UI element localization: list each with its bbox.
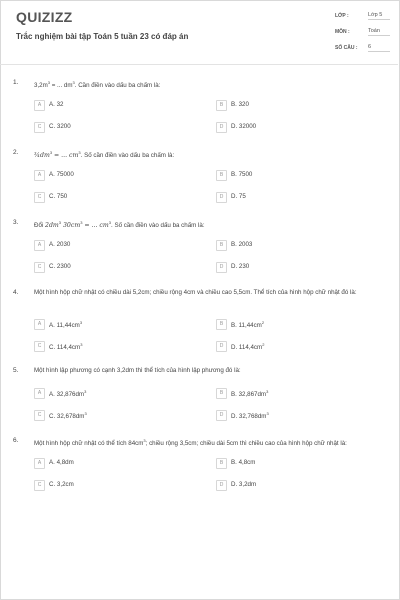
option-text: C. 3,2cm — [49, 481, 74, 488]
option-letter: A — [34, 240, 45, 251]
question-text: $3,2m^3$ = ... $dm^3$. Cần điền vào dấu ba chấm là: — [34, 80, 161, 90]
option-letter: A — [34, 170, 45, 181]
question-number: 1. — [13, 79, 19, 86]
question-number: 6. — [13, 437, 19, 444]
option-text: D. 75 — [231, 193, 246, 200]
option-letter: D — [216, 341, 227, 352]
option-text: D. 3,2dm — [231, 481, 257, 488]
question-text: Đổi $2dm^3$ $30cm^3$ = ... $cm^3$. Số cần điền vào dấu ba chấm là: — [34, 220, 205, 230]
class-value: Lớp 5 — [368, 12, 390, 20]
question-number: 3. — [13, 219, 19, 226]
option-text: B. 320 — [231, 101, 249, 108]
question-text: Một hình lập phương có cạnh 3,2dm thì thể tích của hình lập phương đó là: — [34, 367, 241, 374]
worksheet-header — [0, 0, 398, 65]
option-text: D. 230 — [231, 263, 250, 270]
option-letter: D — [216, 192, 227, 203]
option-text: C. 2300 — [49, 263, 71, 270]
option-text: C. $32,678dm^3$ — [49, 411, 87, 421]
option-letter: D — [216, 410, 227, 421]
option-letter: D — [216, 122, 227, 133]
option-text: D. 32000 — [231, 123, 257, 130]
quizizz-logo: QUIZIZZ — [16, 9, 73, 25]
option-text: B. $11,44cm^2$ — [231, 320, 265, 330]
option-text: A. $11,44cm^3$ — [49, 320, 83, 330]
option-text: A. $32,876dm^3$ — [49, 389, 87, 399]
option-letter: B — [216, 240, 227, 251]
option-text: C. 750 — [49, 193, 68, 200]
option-text: B. 7500 — [231, 171, 253, 178]
class-label: LỚP : — [335, 13, 349, 19]
option-letter: C — [34, 341, 45, 352]
option-letter: C — [34, 262, 45, 273]
option-text: B. 4,8cm — [231, 459, 256, 466]
option-text: A. 4,8dm — [49, 459, 74, 466]
option-letter: B — [216, 458, 227, 469]
option-text: B. $32,867dm^3$ — [231, 389, 269, 399]
question-text: $\frac{3}{4}dm^3$ = ... $cm^3$. Số cần điền vào dấu ba chấm là: — [34, 150, 175, 160]
question-count-value: 6 — [368, 44, 390, 52]
question-number: 5. — [13, 367, 19, 374]
option-text: A. 75000 — [49, 171, 74, 178]
option-letter: B — [216, 388, 227, 399]
worksheet-title: Trắc nghiệm bài tập Toán 5 tuần 23 có đáp án — [16, 32, 189, 41]
option-letter: B — [216, 100, 227, 111]
option-letter: A — [34, 319, 45, 330]
question-count-label: SỐ CÂU : — [335, 45, 358, 51]
option-letter: C — [34, 410, 45, 421]
question-text: Một hình hộp chữ nhật có thể tích $84cm^3$; chiều rộng 3,5cm; chiều dài 5cm thì chiều cao của hình hộp chữ nhật là: — [34, 438, 347, 448]
option-letter: A — [34, 458, 45, 469]
option-text: B. 2003 — [231, 241, 253, 248]
option-letter: D — [216, 262, 227, 273]
option-text: C. $114,4cm^3$ — [49, 342, 83, 352]
subject-label: MÔN : — [335, 29, 350, 35]
option-text: A. 32 — [49, 101, 64, 108]
option-text: A. 2030 — [49, 241, 71, 248]
option-text: C. 3200 — [49, 123, 71, 130]
option-text: D. $32,768dm^3$ — [231, 411, 269, 421]
option-letter: B — [216, 170, 227, 181]
option-letter: C — [34, 192, 45, 203]
option-letter: B — [216, 319, 227, 330]
question-text: Một hình hộp chữ nhật có chiều dài 5,2cm; chiều rộng 4cm và chiều cao 5,5cm. Thể tích của hình hộp chữ nhật đó là: — [34, 289, 357, 296]
subject-value: Toán — [368, 28, 390, 36]
question-number: 4. — [13, 289, 19, 296]
option-letter: C — [34, 122, 45, 133]
option-text: D. $114,4cm^2$ — [231, 342, 265, 352]
option-letter: A — [34, 388, 45, 399]
question-number: 2. — [13, 149, 19, 156]
option-letter: D — [216, 480, 227, 491]
option-letter: A — [34, 100, 45, 111]
option-letter: C — [34, 480, 45, 491]
